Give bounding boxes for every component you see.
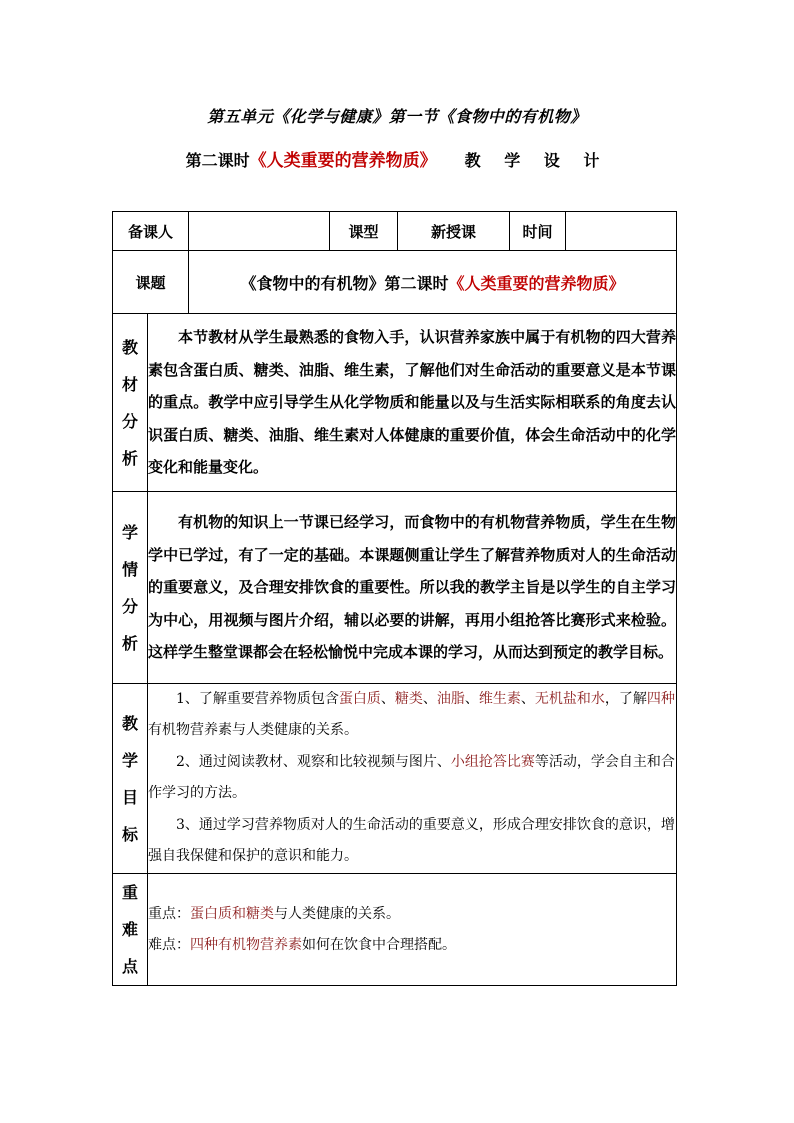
student-analysis-label: 学 情 分 析 [113,492,148,684]
topic-label: 课题 [113,251,189,314]
preparer-value[interactable] [189,212,330,251]
objective-1: 1、了解重要营养物质包含蛋白质、糖类、油脂、维生素、无机盐和水，了解四种有机物营养素与人类健康的关系。 [148,691,675,738]
objective-2: 2、通过阅读教材、观察和比较视频与图片、小组抢答比赛等活动，学会自主和合作学习的方法。 [148,754,675,801]
lesson-plan-table [112,211,677,986]
key-points-row [113,874,677,986]
difficult-point: 难点：四种有机物营养素如何在饮食中合理搭配。 [148,936,456,953]
objectives-row [113,684,677,874]
preparer-label: 备课人 [113,212,189,251]
topic-row [113,251,677,314]
student-analysis-row [113,492,677,684]
student-analysis-text: 有机物的知识上一节课已经学习，而食物中的有机物营养物质，学生在生物学中已学过，有了一定的基础。本课题侧重让学生了解营养物质对人的生命活动的重要意义，及合理安排饮食的重要性。所以我的教学主旨是以学生的自主学习为中心，用视频与图片介绍，辅以必要的讲解，再用小组抢答比赛形式来检验。这样学生整堂课都会在轻松愉悦中完成本课的学习，从而达到预定的教学目标。 [148,492,677,684]
objectives-text [148,684,677,874]
material-analysis-row [113,314,677,492]
header-row [113,212,677,251]
topic-value-prefix: 《食物中的有机物》第二课时 [240,273,449,293]
topic-value [189,251,677,314]
document-kind: 教 学 设 计 [464,151,609,170]
time-value[interactable] [566,212,677,251]
lesson-type-label: 课型 [330,212,398,251]
lesson-topic: 《人类重要的营养物质》 [249,151,437,171]
document-title-line1: 第五单元《化学与健康》第一节《食物中的有机物》 [207,107,587,126]
key-point: 重点：蛋白质和糖类与人类健康的关系。 [148,905,400,922]
lesson-type-value: 新授课 [398,212,510,251]
material-analysis-label: 教 材 分 析 [113,314,148,492]
key-points-text [148,874,677,986]
key-points-label: 重 难 点 [113,874,148,986]
topic-value-highlight: 《人类重要的营养物质》 [448,273,625,293]
time-label: 时间 [510,212,566,251]
material-analysis-text: 本节教材从学生最熟悉的食物入手，认识营养家族中属于有机物的四大营养素包含蛋白质、糖类、油脂、维生素，了解他们对生命活动的重要意义是本节课的重点。教学中应引导学生从化学物质和能量以及与生活实际相联系的角度去认识蛋白质、糖类、油脂、维生素对人体健康的重要价值，体会生命活动中的化学变化和能量变化。 [148,314,677,492]
objectives-label: 教 学 目 标 [113,684,148,874]
document-title-line2 [0,146,794,171]
lesson-number: 第二课时 [185,151,250,170]
objective-3: 3、通过学习营养物质对人的生命活动的重要意义，形成合理安排饮食的意识，增强自我保健和保护的意识和能力。 [148,817,675,864]
